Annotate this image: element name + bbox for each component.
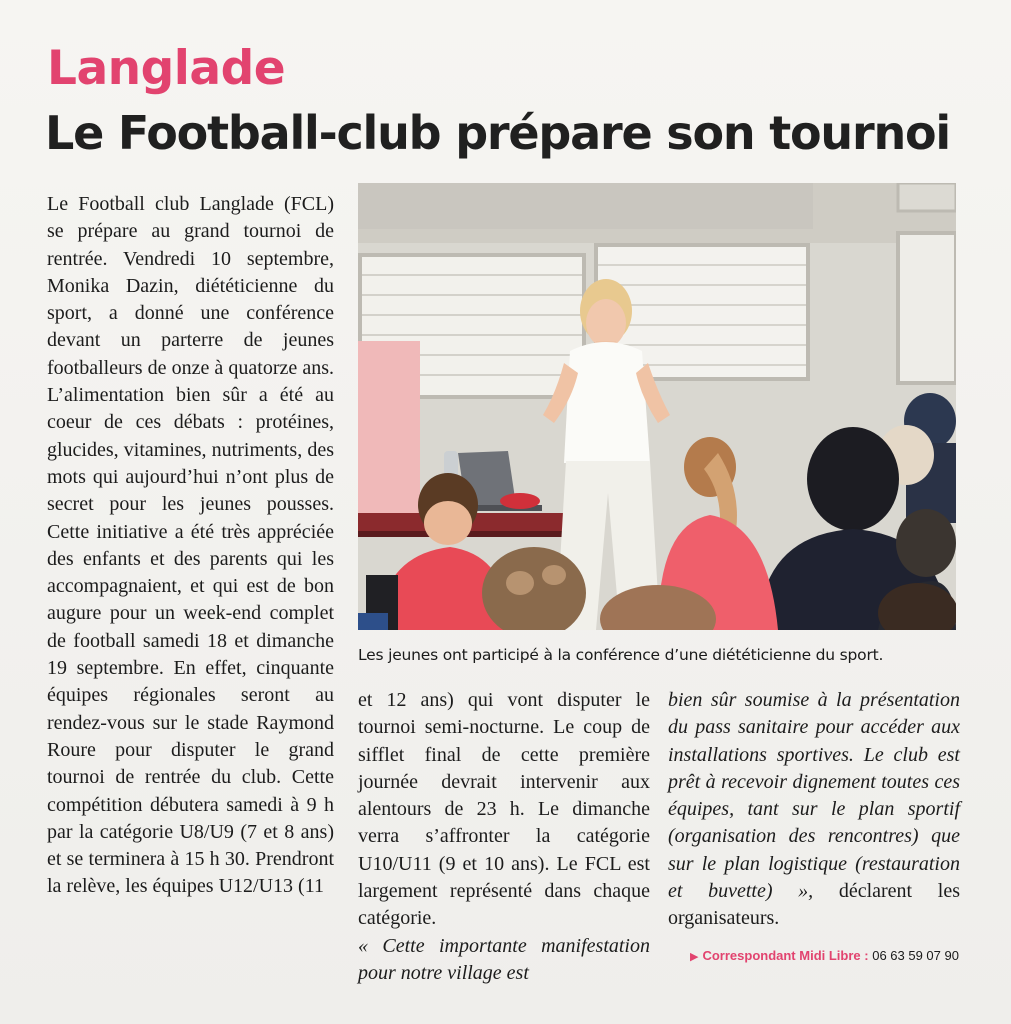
article-headline: Le Football-club prépare son tournoi bbox=[45, 106, 950, 160]
article-kicker: Langlade bbox=[47, 41, 286, 96]
article-photo bbox=[358, 183, 956, 630]
photo-caption: Les jeunes ont participé à la conférence d’une diététicienne du sport. bbox=[358, 646, 884, 664]
correspondent-credit bbox=[690, 947, 959, 966]
column-2-text: et 12 ans) qui vont disputer le tournoi semi-nocturne. Le coup de sifflet final de cette première journée devrait intervenir aux alentours de 23 h. Le dimanche verra s’affronter la catégorie U10/U11 (9 et 10 ans). Le FCL est largement représenté dans chaque catégorie. bbox=[358, 689, 650, 930]
article-column-1 bbox=[47, 191, 334, 901]
article-column-3 bbox=[668, 687, 960, 933]
credit-label: Correspondant Midi Libre : bbox=[702, 948, 869, 963]
article-column-2 bbox=[358, 687, 650, 987]
column-3-quote: bien sûr soumise à la présentation du pass sanitaire pour accéder aux installations sportives. Le club est prêt à recevoir dignement toutes ces équipes, tant sur le plan sportif (organisation des rencontres) que sur le plan logistique (restauration et buvette) », bbox=[668, 689, 960, 903]
column-3-tail: déclarent les organisateurs. bbox=[668, 880, 960, 930]
credit-phone: 06 63 59 07 90 bbox=[872, 948, 959, 963]
column-1-text: Le Football club Langlade (FCL) se prépare au grand tournoi de rentrée. Vendredi 10 septembre, Monika Dazin, diététicienne du sport, a donné une conférence devant un parterre de jeunes footballeurs de onze à quatorze ans. L’alimentation bien sûr a été au coeur de ces débats : protéines, glucides, vitamines, nutriments, des mots qui aujourd’hui n’ont plus de secret pour les jeunes pousses. Cette initiative a été très appréciée des enfants et des parents qui les accompagnaient, et qui est de bon augure pour un week-end complet de football samedi 18 et dimanche 19 septembre. En effet, cinquante équipes régionales seront au rendez-vous sur le stade Raymond Roure pour disputer le grand tournoi de rentrée du club. Cette compétition débutera samedi à 9 h par la catégorie U8/U9 (7 et 8 ans) et se terminera à 15 h 30. Prendront la relève, les équipes U12/U13 (11 bbox=[47, 193, 334, 898]
column-2-quote: « Cette importante manifestation pour notre village est bbox=[358, 934, 650, 984]
triangle-bullet-icon: ▶ bbox=[690, 951, 699, 963]
